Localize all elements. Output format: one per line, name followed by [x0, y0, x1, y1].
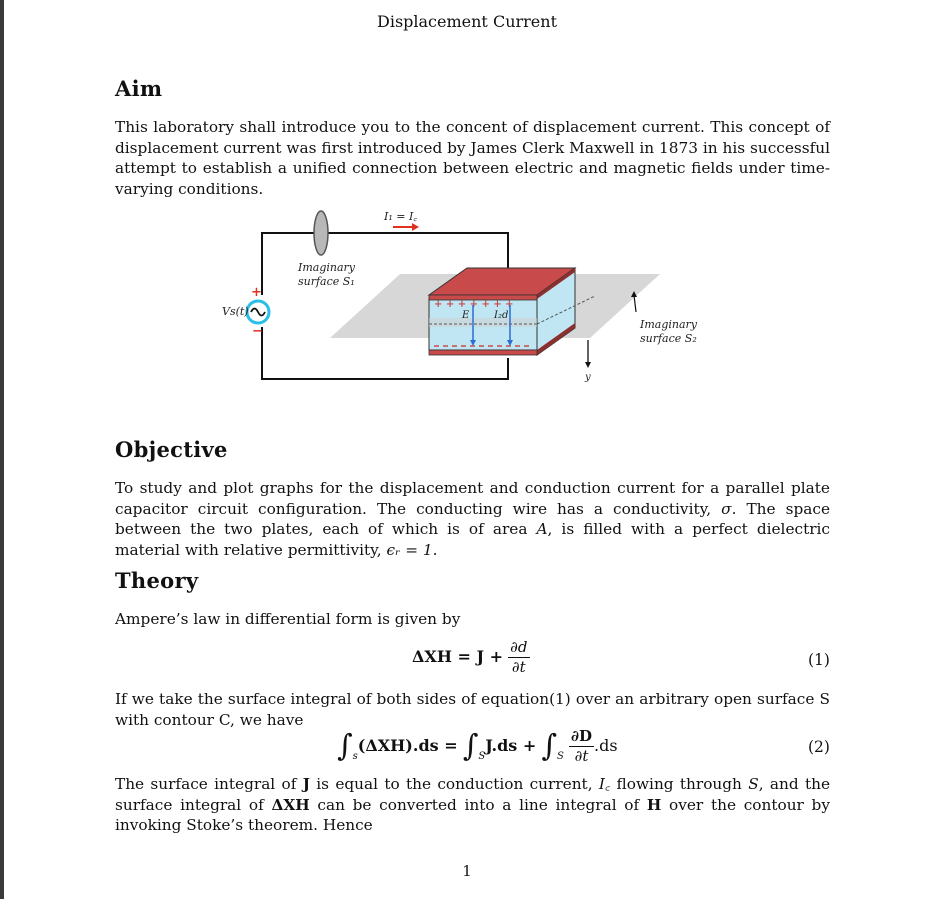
epsilon-symbol: ϵᵣ = 1	[386, 540, 433, 559]
surface2-label-line1: Imaginary	[640, 318, 698, 331]
equation-1	[412, 638, 530, 677]
surface2-pointer	[634, 295, 636, 312]
objective-text-1: To study and plot graphs for the displacement and conduction current for a parallel plate capacitor circuit configuration. The conducting wire has a conductivity,	[115, 479, 830, 518]
p3-dxh: ΔXH	[271, 795, 310, 814]
p3-Ic: I꜀	[598, 775, 611, 793]
eq2-numerator: ∂D	[570, 727, 592, 745]
eq2-fraction	[569, 727, 594, 766]
capacitor-figure	[200, 200, 698, 390]
minus-sign: −	[252, 324, 263, 339]
p3-J: J	[302, 775, 310, 793]
eq1-number: (1)	[808, 651, 830, 669]
integral-sign-2: ∫	[462, 728, 479, 764]
eq1-denominator: ∂t	[511, 658, 526, 676]
plate-charges: + + + + + + +	[434, 299, 514, 310]
eq1-fraction	[508, 638, 529, 677]
eq2-part2: J.ds +	[485, 736, 537, 755]
eq2-denominator: ∂t	[574, 747, 589, 765]
bottom-plate-front	[429, 350, 537, 355]
current-arrowhead	[412, 223, 419, 231]
surface2-label-line2: surface S₂	[640, 332, 697, 345]
p3-f: over the contour by invoking Stoke’s theorem. Hence	[115, 795, 830, 834]
surface1-label-line2: surface S₁	[298, 275, 355, 288]
objective-heading: Objective	[115, 437, 228, 462]
objective-paragraph	[115, 478, 830, 560]
theory-intro: Ampere’s law in differential form is given by	[115, 610, 461, 628]
objective-text-3: , is filled with a perfect dielectric material with relative permittivity,	[115, 520, 830, 559]
eq2-number: (2)	[808, 738, 830, 756]
eq1-numerator: ∂d	[510, 638, 528, 656]
eq2-part1: (ΔXH).ds =	[357, 736, 458, 755]
integral-sign-1: ∫	[337, 728, 353, 764]
objective-text-4: .	[432, 540, 438, 559]
eq1-lhs: ΔXH = J +	[412, 647, 504, 666]
eq2-sub3: S	[557, 751, 564, 762]
source-label: Vs(t)	[222, 305, 249, 318]
surface2-plane-front	[429, 318, 537, 327]
surface1-ellipse	[314, 211, 328, 255]
p3-e: can be converted into a line integral of	[309, 795, 647, 814]
integral-sign-3: ∫	[541, 728, 558, 764]
p3-a: The surface integral of	[115, 775, 303, 793]
current-label: I₁ = I꜀	[384, 210, 418, 223]
p3-c: flowing through	[610, 775, 749, 793]
eq2-sub1: s	[352, 751, 358, 762]
eq2-sub2: S	[478, 751, 486, 762]
p3-d: , and the surface integral of	[115, 775, 831, 814]
theory-heading: Theory	[115, 568, 199, 593]
sigma-symbol: σ	[721, 499, 732, 518]
field-label: E	[462, 310, 470, 321]
eq2-part3: .ds	[594, 736, 618, 755]
theory-paragraph-3	[115, 774, 830, 836]
p3-b: is equal to the conduction current,	[309, 775, 599, 793]
p3-H: H	[646, 795, 662, 814]
p3-S: S	[748, 775, 759, 793]
equation-2	[337, 727, 618, 766]
aim-paragraph: This laboratory shall introduce you to the concent of displacement current. This concept of displacement current was first introduced by James Clerk Maxwell in 1873 in his successful attempt to establish a unified connection between electric and magnetic fields under time-varying conditions.	[115, 118, 830, 198]
y-axis-arrowhead	[585, 362, 591, 368]
aim-heading: Aim	[115, 76, 163, 101]
axis-label: y	[585, 372, 591, 383]
page-header: Displacement Current	[377, 12, 557, 31]
surface1-label-line1: Imaginary	[298, 261, 356, 274]
area-symbol: A	[536, 520, 548, 538]
displacement-label: I₂d	[494, 310, 509, 321]
plus-sign: +	[251, 285, 262, 300]
objective-text-2: . The space between the two plates, each of which is of area	[115, 499, 831, 538]
theory-paragraph-2: If we take the surface integral of both sides of equation(1) over an arbitrary open surface S with contour C, we have	[115, 690, 830, 729]
page-number: 1	[462, 862, 472, 880]
window-left-edge	[0, 0, 4, 899]
